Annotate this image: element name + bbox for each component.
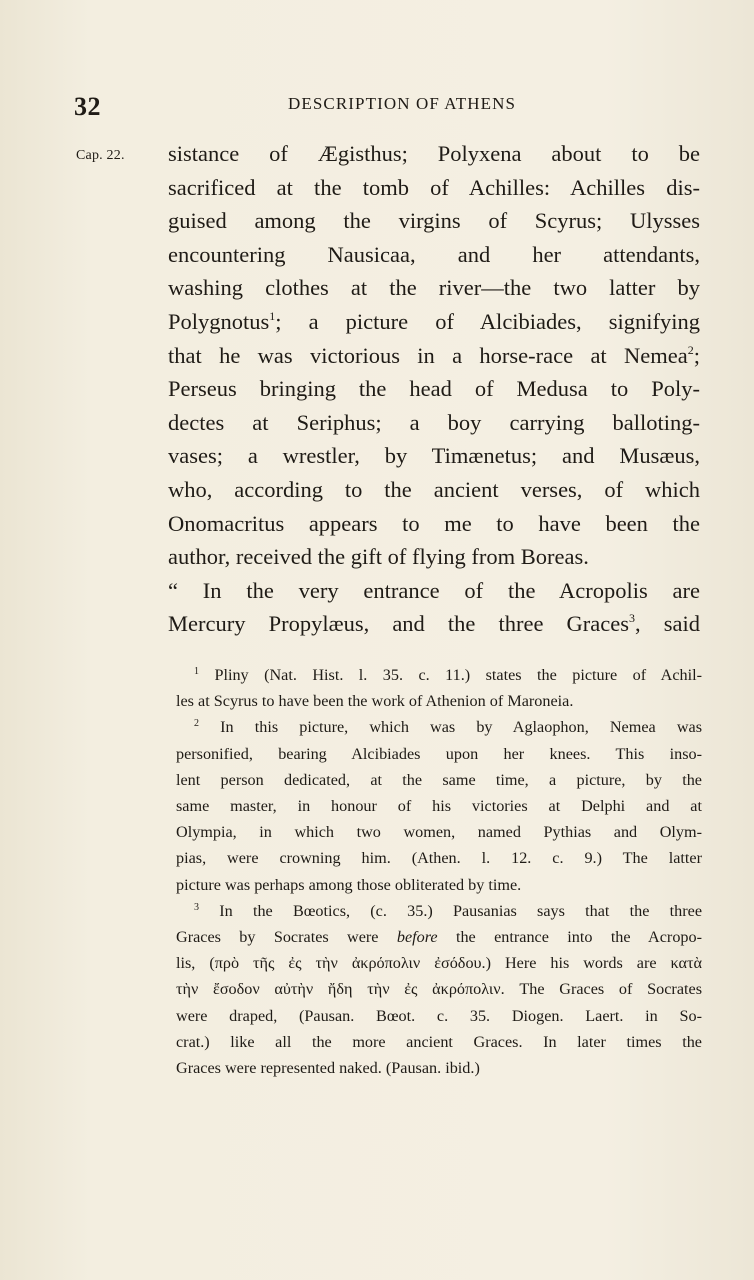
footnote-line: were draped, (Pausan. Bœot. c. 35. Diogen. Laert. in So-	[176, 1006, 702, 1025]
text-fragment: that he was victorious in a horse-race at Nemea	[168, 342, 688, 368]
text-line: guised among the virgins of Scyrus; Ulysses	[168, 208, 700, 234]
footnote-line: crat.) like all the more ancient Graces. In later times the	[176, 1032, 702, 1051]
footnote-line	[176, 714, 702, 740]
text-line	[168, 305, 700, 339]
footnote-line: picture was perhaps among those obliterated by time.	[176, 875, 522, 894]
text-line: sacrificed at the tomb of Achilles: Achilles dis-	[168, 174, 700, 200]
footnote-line: Olympia, in which two women, named Pythias and Olym-	[176, 823, 702, 842]
text-fragment: ; a picture of Alcibiades, signifying	[275, 308, 700, 334]
footnote-ref: 2	[687, 342, 694, 357]
footnote-line: les at Scyrus to have been the work of Athenion of Maroneia.	[176, 692, 574, 711]
footnote-number: 2	[194, 718, 199, 730]
footnote-line: same master, in honour of his victories at Delphi and at	[176, 797, 702, 816]
text-line: dectes at Seriphus; a boy carrying balloting-	[168, 409, 700, 435]
footnotes	[176, 662, 702, 1081]
footnote-text: In the Bœotics, (c. 35.) Pausanias says that the three	[219, 901, 703, 920]
text-fragment: Mercury Propylæus, and the three Graces	[168, 611, 630, 637]
text-fragment: Polygnotus	[168, 308, 270, 334]
footnote-line: personified, bearing Alcibiades upon her knees. This inso-	[176, 744, 702, 763]
footnote-ref: 3	[629, 611, 636, 626]
footnote-text: the entrance into the Acropo-	[437, 928, 702, 947]
text-fragment: , said	[635, 611, 701, 637]
footnote-number: 3	[194, 901, 199, 913]
footnote-line	[176, 924, 702, 950]
text-line	[168, 339, 700, 373]
footnote-line: pias, were crowning him. (Athen. l. 12. c. 9.) The latter	[176, 849, 702, 868]
text-line: vases; a wrestler, by Timænetus; and Musæus,	[168, 443, 700, 469]
text-line: who, according to the ancient verses, of which	[168, 476, 700, 502]
text-line: encountering Nausicaa, and her attendants,	[168, 241, 700, 267]
main-text	[168, 137, 700, 641]
footnote-line	[176, 662, 702, 688]
running-head	[0, 88, 754, 121]
footnote-line	[176, 898, 702, 924]
text-fragment: ;	[693, 342, 700, 368]
text-line: “ In the very entrance of the Acropolis are	[168, 577, 700, 603]
text-line: washing clothes at the river—the two latter by	[168, 275, 700, 301]
text-line: sistance of Ægisthus; Polyxena about to be	[168, 141, 700, 166]
footnote-text: In this picture, which was by Aglaophon, Nemea was	[220, 718, 702, 737]
page-number: 32	[74, 92, 101, 121]
chapter-margin-note: Cap. 22.	[76, 148, 125, 163]
footnote-ref: 1	[269, 308, 276, 323]
text-line	[168, 607, 700, 641]
italic-word: before	[396, 928, 438, 947]
text-line: Onomacritus appears to me to have been the	[168, 510, 700, 536]
footnote-text: Pliny (Nat. Hist. l. 35. c. 11.) states the picture of Achil-	[214, 666, 703, 684]
running-title: DESCRIPTION OF ATHENS	[288, 94, 517, 113]
footnote-line: lis, (πρὸ τῆς ἐς τὴν ἀκρόπολιν ἐσόδου.) Here his words are κατὰ	[176, 954, 702, 973]
text-line: author, received the gift of flying from Boreas.	[168, 544, 589, 570]
footnote-line: τὴν ἔσοδον αὐτὴν ἤδη τὴν ἐς ἀκρόπολιν. The Graces of Socrates	[176, 980, 702, 999]
text-line: Perseus bringing the head of Medusa to Poly-	[168, 376, 700, 402]
footnote-number: 1	[194, 666, 199, 677]
footnote-text: Graces by Socrates were	[176, 928, 397, 947]
footnote-line: lent person dedicated, at the same time, a picture, by the	[176, 770, 702, 789]
footnote-line: Graces were represented naked. (Pausan. ibid.)	[176, 1059, 480, 1078]
